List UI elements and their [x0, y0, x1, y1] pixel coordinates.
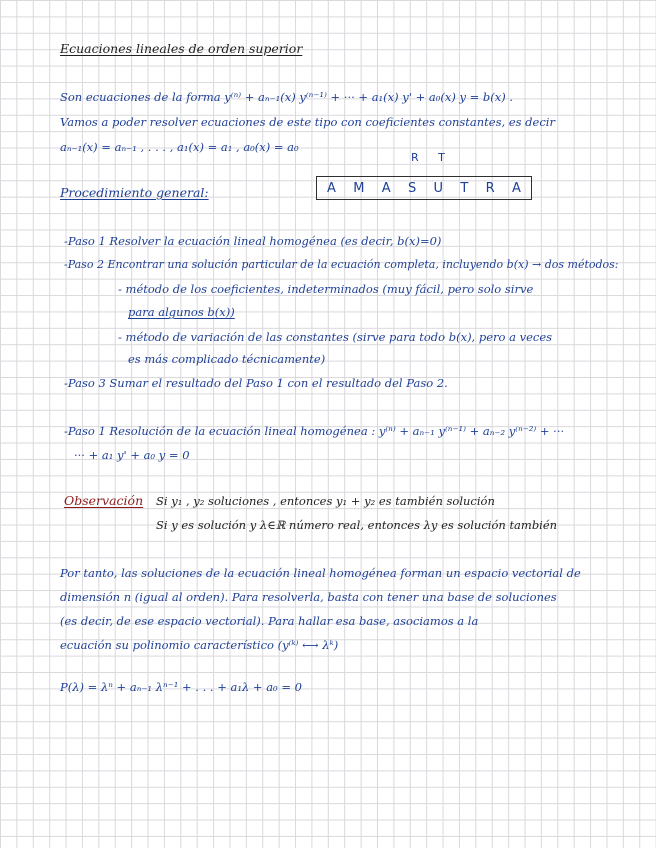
conclusion-line-2: dimensión n (igual al orden). Para resolverla, basta con tener una base de soluciones [60, 590, 557, 604]
box-letter: M [353, 180, 365, 196]
paso-3: -Paso 3 Sumar el resultado del Paso 1 con el resultado del Paso 2. [64, 376, 448, 390]
intro-line-3: aₙ₋₁(x) = aₙ₋₁ , . . . , a₁(x) = a₁ , a₀(x) = a₀ [60, 140, 299, 154]
observation-line-1: Si y₁ , y₂ soluciones , entonces y₁ + y₂ es también solución [156, 494, 495, 508]
rt-label: R T [411, 151, 453, 164]
paso-1-detail-line-1: -Paso 1 Resolución de la ecuación lineal homogénea : y⁽ⁿ⁾ + aₙ₋₁ y⁽ⁿ⁻¹⁾ + aₙ₋₂ y⁽ⁿ⁻²⁾ + ··· [64, 424, 565, 438]
procedure-heading: Procedimiento general: [60, 185, 209, 200]
letter-box [316, 176, 532, 200]
method-1-line-1: - método de los coeficientes, indeterminados (muy fácil, pero solo sirve [118, 282, 534, 296]
observation-label: Observación [64, 493, 144, 508]
paso-2: -Paso 2 Encontrar una solución particular de la ecuación completa, incluyendo b(x) → dos métodos: [64, 258, 619, 271]
box-letter: A [381, 180, 391, 196]
paso-1-detail-line-2: ··· + a₁ y' + a₀ y = 0 [74, 448, 190, 462]
observation-line-2: Si y es solución y λ∈ℝ número real, entonces λy es solución también [156, 518, 558, 532]
conclusion-line-3: (es decir, de ese espacio vectorial). Para hallar esa base, asociamos a la [60, 614, 479, 628]
method-2-line-2: es más complicado técnicamente) [128, 352, 326, 366]
method-2-line-1: - método de variación de las constantes (sirve para todo b(x), pero a veces [118, 330, 553, 344]
method-1-line-2: para algunos b(x)) [128, 305, 235, 319]
conclusion-line-1: Por tanto, las soluciones de la ecuación lineal homogénea forman un espacio vectorial de [60, 566, 581, 580]
paso-1: -Paso 1 Resolver la ecuación lineal homogénea (es decir, b(x)=0) [64, 234, 442, 248]
box-letter: S [407, 180, 417, 196]
box-letter: A [512, 180, 521, 196]
box-letter: U [433, 180, 444, 196]
intro-line-1: Son ecuaciones de la forma y⁽ⁿ⁾ + aₙ₋₁(x) y⁽ⁿ⁻¹⁾ + ··· + a₁(x) y' + a₀(x) y = b(x) . [60, 90, 514, 104]
box-letter: T [460, 180, 469, 196]
characteristic-polynomial: P(λ) = λⁿ + aₙ₋₁ λⁿ⁻¹ + . . . + a₁λ + a₀ = 0 [60, 680, 302, 694]
intro-line-2: Vamos a poder resolver ecuaciones de este tipo con coeficientes constantes, es decir [60, 115, 555, 129]
box-letter: R [485, 180, 495, 196]
conclusion-line-4: ecuación su polinomio característico (y⁽ᵏ⁾ ⟷ λᵏ) [60, 638, 339, 652]
page-title: Ecuaciones lineales de orden superior [60, 41, 303, 56]
box-letter: A [327, 180, 336, 196]
